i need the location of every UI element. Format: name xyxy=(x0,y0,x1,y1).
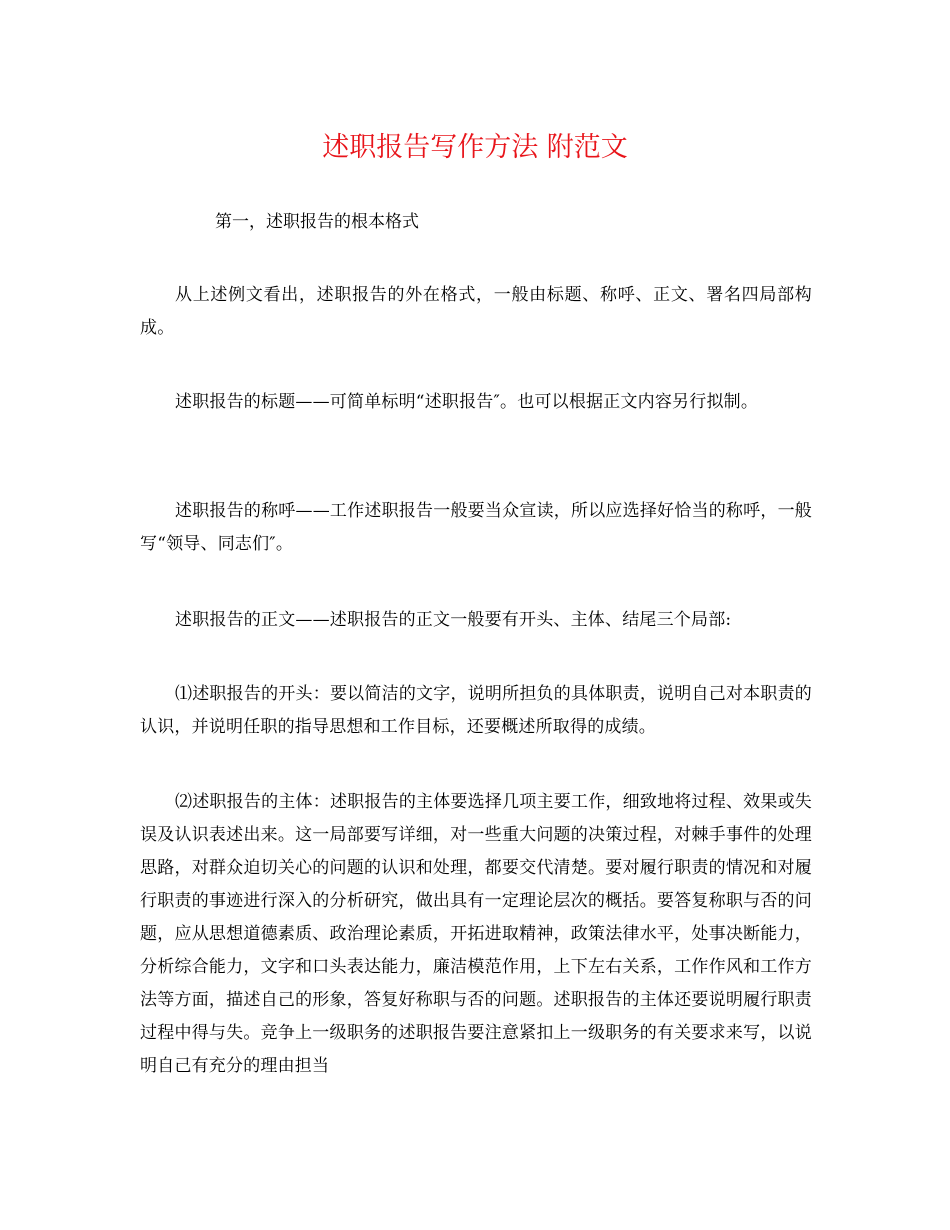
paragraph-opening-part: ⑴述职报告的开头：要以简洁的文字，说明所担负的具体职责，说明自己对本职责的认识，并说明任职的指导思想和工作目标，还要概述所取得的成绩。 xyxy=(140,684,812,737)
paragraph-format-overview: 从上述例文看出，述职报告的外在格式，一般由标题、称呼、正文、署名四局部构成。 xyxy=(140,285,812,338)
section-heading: 第一，述职报告的根本格式 xyxy=(215,212,419,232)
paragraph-salutation-section: 述职报告的称呼——工作述职报告一般要当众宣读，所以应选择好恰当的称呼，一般写“领导、同志们″。 xyxy=(140,501,812,554)
paragraph-main-part: ⑵述职报告的主体：述职报告的主体要选择几项主要工作，细致地将过程、效果或失误及认识表述出来。这一局部要写详细，对一些重大问题的决策过程，对棘手事件的处理思路，对群众迫切关心的问题的认识和处理，都要交代清楚。要对履行职责的情况和对履行职责的事迹进行深入的分析研究，做出具有一定理论层次的概括。要答复称职与否的问题，应从思想道德素质、政治理论素质，开拓进取精神，政策法律水平，处事决断能力，分析综合能力，文字和口头表达能力，廉洁模范作用，上下左右关系，工作作风和工作方法等方面，描述自己的形象，答复好称职与否的问题。述职报告的主体还要说明履行职责过程中得与失。竞争上一级职务的述职报告要注意紧扣上一级职务的有关要求来写，以说明自己有充分的理由担当 xyxy=(140,792,812,1076)
paragraph-body-section: 述职报告的正文——述职报告的正文一般要有开头、主体、结尾三个局部: xyxy=(175,610,732,630)
paragraph-title-section: 述职报告的标题——可简单标明“述职报告″。也可以根据正文内容另行拟制。 xyxy=(175,392,759,412)
document-title: 述职报告写作方法 附范文 xyxy=(322,132,628,163)
